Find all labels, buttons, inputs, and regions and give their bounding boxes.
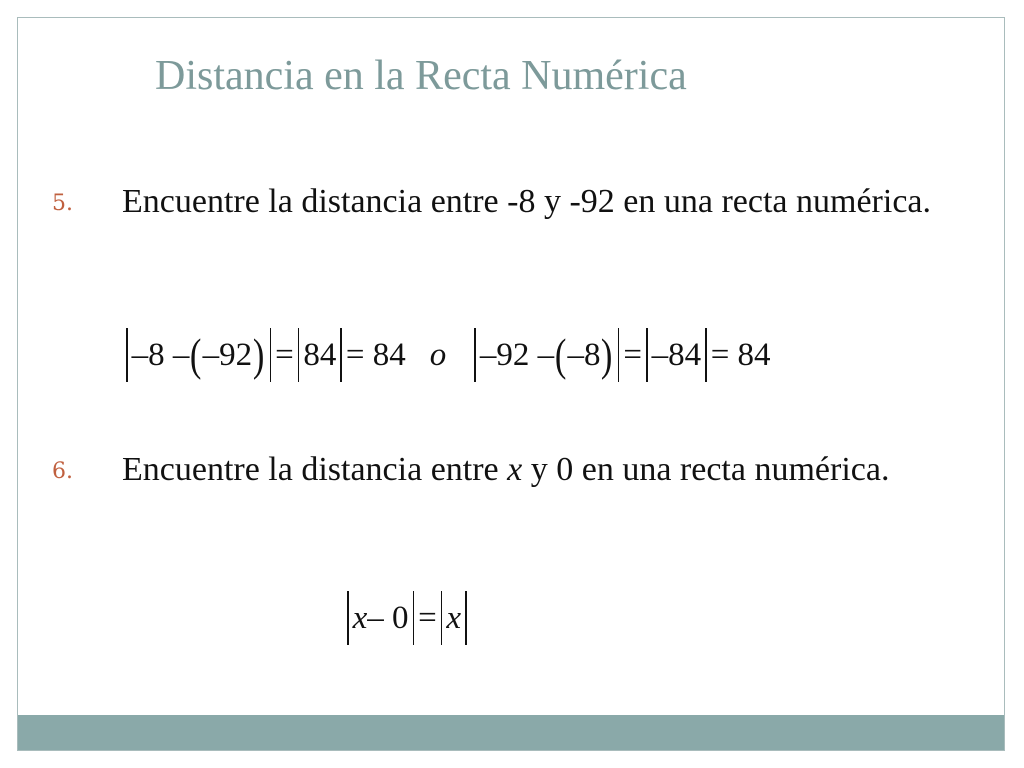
item-6-text-before: Encuentre la distancia entre bbox=[122, 451, 508, 488]
close-paren: ) bbox=[253, 329, 265, 380]
item-6-number: 6. bbox=[52, 459, 73, 484]
item-6-text-mid: y bbox=[522, 451, 557, 488]
eq6-rhs-var: x bbox=[446, 599, 461, 636]
eq5-left-b: –92 bbox=[202, 336, 253, 373]
item-6-var: x bbox=[507, 451, 523, 488]
abs-bar bbox=[474, 328, 476, 382]
abs-bar bbox=[618, 328, 620, 382]
close-paren: ) bbox=[601, 329, 613, 380]
abs-bar bbox=[126, 328, 128, 382]
eq5-val1: 84 bbox=[303, 336, 337, 373]
eq5-eq2: = 84 bbox=[345, 336, 406, 373]
slide-title: Distancia en la Recta Numérica bbox=[155, 53, 687, 99]
open-paren: ( bbox=[190, 329, 202, 380]
abs-bar bbox=[441, 591, 443, 645]
item-6-zero: 0 bbox=[556, 451, 574, 488]
eq5-right-b: –8 bbox=[567, 336, 601, 373]
eq5-or: o bbox=[429, 336, 447, 373]
abs-bar bbox=[465, 591, 467, 645]
equation-6 bbox=[343, 591, 471, 645]
item-6-text bbox=[122, 448, 982, 491]
abs-bar bbox=[413, 591, 415, 645]
abs-bar bbox=[705, 328, 707, 382]
eq5-val2: –84 bbox=[651, 336, 702, 373]
eq5-eq4: = 84 bbox=[710, 336, 771, 373]
abs-bar bbox=[340, 328, 342, 382]
abs-bar bbox=[270, 328, 272, 382]
abs-bar bbox=[298, 328, 300, 382]
abs-bar bbox=[646, 328, 648, 382]
eq5-left-a: –8 – bbox=[131, 336, 190, 373]
item-6-text-after: en una recta numérica. bbox=[573, 451, 890, 488]
item-5-number: 5. bbox=[52, 191, 73, 216]
abs-bar bbox=[347, 591, 349, 645]
slide bbox=[17, 17, 1005, 751]
eq5-eq1: = bbox=[275, 336, 294, 373]
footer-bar bbox=[18, 715, 1004, 750]
equation-5 bbox=[122, 328, 771, 382]
item-5-text: Encuentre la distancia entre -8 y -92 en una recta numérica. bbox=[122, 183, 931, 220]
eq6-eq: = bbox=[418, 599, 437, 636]
open-paren: ( bbox=[555, 329, 567, 380]
eq6-lhs-var: x bbox=[352, 599, 368, 636]
eq5-eq3: = bbox=[623, 336, 642, 373]
eq6-lhs-rest: – 0 bbox=[367, 599, 409, 636]
eq5-right-a: –92 – bbox=[479, 336, 555, 373]
